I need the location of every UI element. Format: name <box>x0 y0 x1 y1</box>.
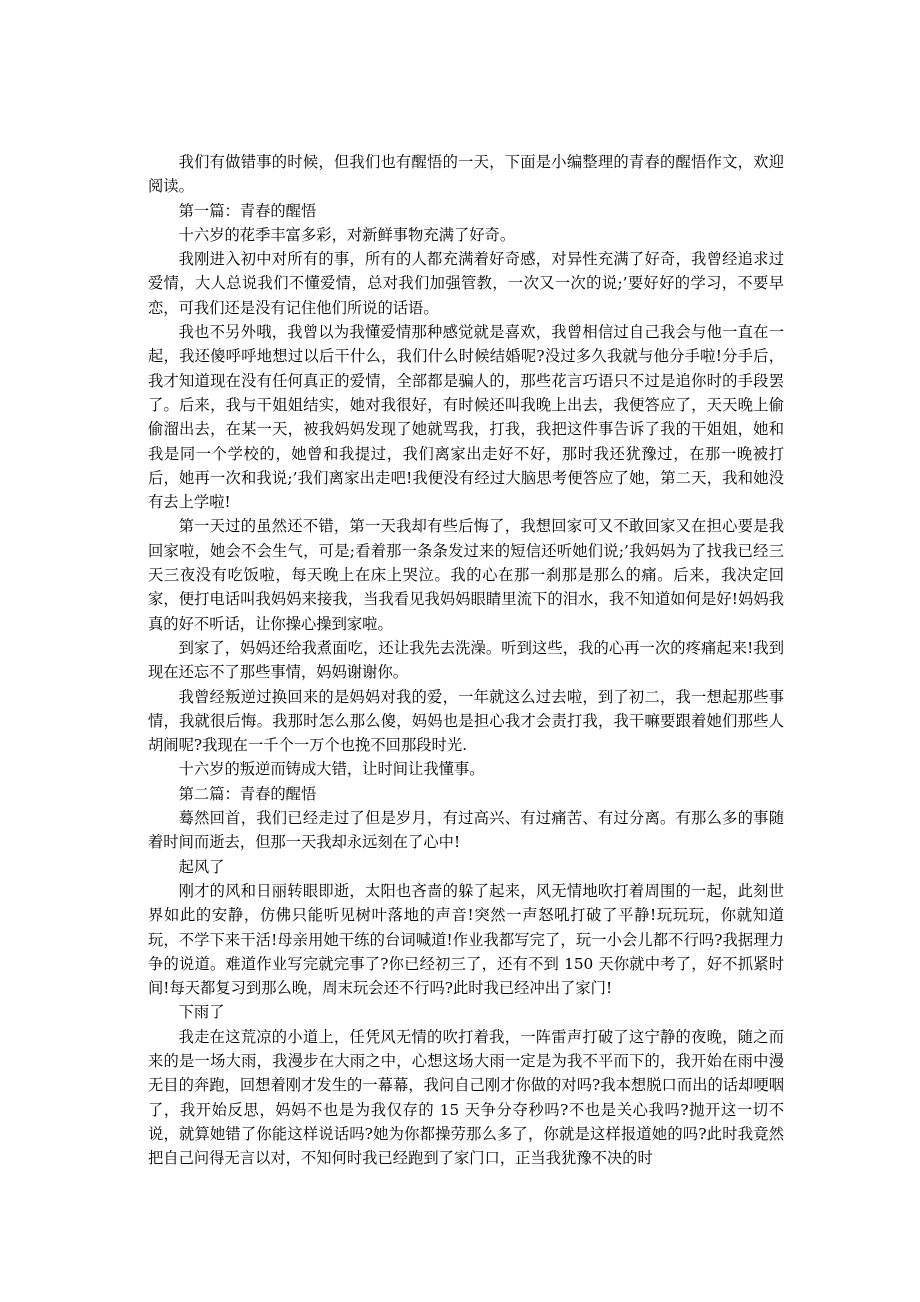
subheading: 起风了 <box>178 857 225 876</box>
section-heading-1: 第一篇：青春的醒悟 <box>178 201 317 220</box>
body-paragraph: 我曾经叛逆过换回来的是妈妈对我的爱，一年就这么过去啦，到了初二，我一想起那些事情，我就很后悔。我那时怎么那么傻，妈妈也是担心我才会责打我，我干嘛要跟着她们那些人胡闹呢?我现在一千个一万个也挽不回那段时光. <box>148 687 784 755</box>
body-paragraph: 我刚进入初中对所有的事，所有的人都充满着好奇感，对异性充满了好奇，我曾经追求过爱情，大人总说我们不懂爱情，总对我们加强管教，一次又一次的说;’要好好的学习，不要早恋，可我们还是没有记住他们所说的话语。 <box>148 250 784 317</box>
section-heading-2: 第二篇：青春的醒悟 <box>178 784 317 803</box>
body-paragraph: 十六岁的叛逆而铸成大错，让时间让我懂事。 <box>178 760 485 779</box>
body-paragraph: 我走在这荒凉的小道上，任凭风无情的吹打着我，一阵雷声打破了这宁静的夜晚，随之而来的是一场大雨，我漫步在大雨之中，心想这场大雨一定是为我不平而下的，我开始在雨中漫无目的奔跑，回想着刚才发生的一幕幕，我问自己刚才你做的对吗?我本想脱口而出的话却哽咽了，我开始反思，妈妈不也是为我仅存的 15 天争分夺秒吗?不也是关心我吗?抛开这一切不说，就算她错了你能这样说话吗?她为你都操劳那么多了，你就是这样报道她的吗?此时我竟然把自己问得无言以对，不知何时我已经跑到了家门口，正当我犹豫不决的时 <box>148 1027 784 1168</box>
document-body <box>148 150 784 1170</box>
body-paragraph: 蓦然回首，我们已经走过了但是岁月，有过高兴、有过痛苦、有过分离。有那么多的事随着时间而逝去，但那一天我却永远刻在了心中! <box>148 809 784 852</box>
subheading: 下雨了 <box>178 1003 225 1022</box>
body-paragraph: 刚才的风和日丽转眼即逝，太阳也吝啬的躲了起来，风无情地吹打着周围的一起，此刻世界如此的安静，仿佛只能听见树叶落地的声音!突然一声怒吼打破了平静!玩玩玩，你就知道玩，不学下来干活!母亲用她干练的台词喊道!作业我都写完了，玩一小会儿都不行吗?我据理力争的说道。难道作业写完就完事了?你已经初三了，还有不到 150 天你就中考了，好不抓紧时间!每天都复习到那么晚，周末玩会还不行吗?此时我已经冲出了家门! <box>148 881 784 998</box>
body-paragraph: 第一天过的虽然还不错，第一天我却有些后悔了，我想回家可又不敢回家又在担心要是我回家啦，她会不会生气，可是;看着那一条条发过来的短信还听她们说;’我妈妈为了找我已经三天三夜没有吃饭啦，每天晚上在床上哭泣。我的心在那一刹那是那么的痛。后来，我决定回家，便打电话叫我妈妈来接我，当我看见我妈妈眼睛里流下的泪水，我不知道如何是好!妈妈我真的好不听话，让你操心操到家啦。 <box>148 517 784 633</box>
intro-paragraph: 我们有做错事的时候，但我们也有醒悟的一天，下面是小编整理的青春的醒悟作文，欢迎阅读。 <box>148 153 784 196</box>
body-paragraph: 十六岁的花季丰富多彩，对新鲜事物充满了好奇。 <box>178 225 516 244</box>
body-paragraph: 到家了，妈妈还给我煮面吃，还让我先去洗澡。听到这些，我的心再一次的疼痛起来!我到现在还忘不了那些事情，妈妈谢谢你。 <box>148 638 784 682</box>
body-paragraph: 我也不另外哦，我曾以为我懂爱情那种感觉就是喜欢，我曾相信过自己我会与他一直在一起，我还傻呼呼地想过以后干什么，我们什么时候结婚呢?没过多久我就与他分手啦!分手后，我才知道现在没有任何真正的爱情，全部都是骗人的，那些花言巧语只不过是追你时的手段罢了。后来，我与干姐姐结实，她对我很好，有时候还叫我晚上出去，我便答应了，天天晚上偷偷溜出去，在某一天，被我妈妈发现了她就骂我，打我，我把这件事告诉了我的干姐姐，她和我是同一个学校的，她曾和我提过，我们离家出走好不好，那时我还犹豫过，在那一晚被打后，她再一次和我说;’我们离家出走吧!我便没有经过大脑思考便答应了她，第二天，我和她没有去上学啦! <box>148 323 784 512</box>
